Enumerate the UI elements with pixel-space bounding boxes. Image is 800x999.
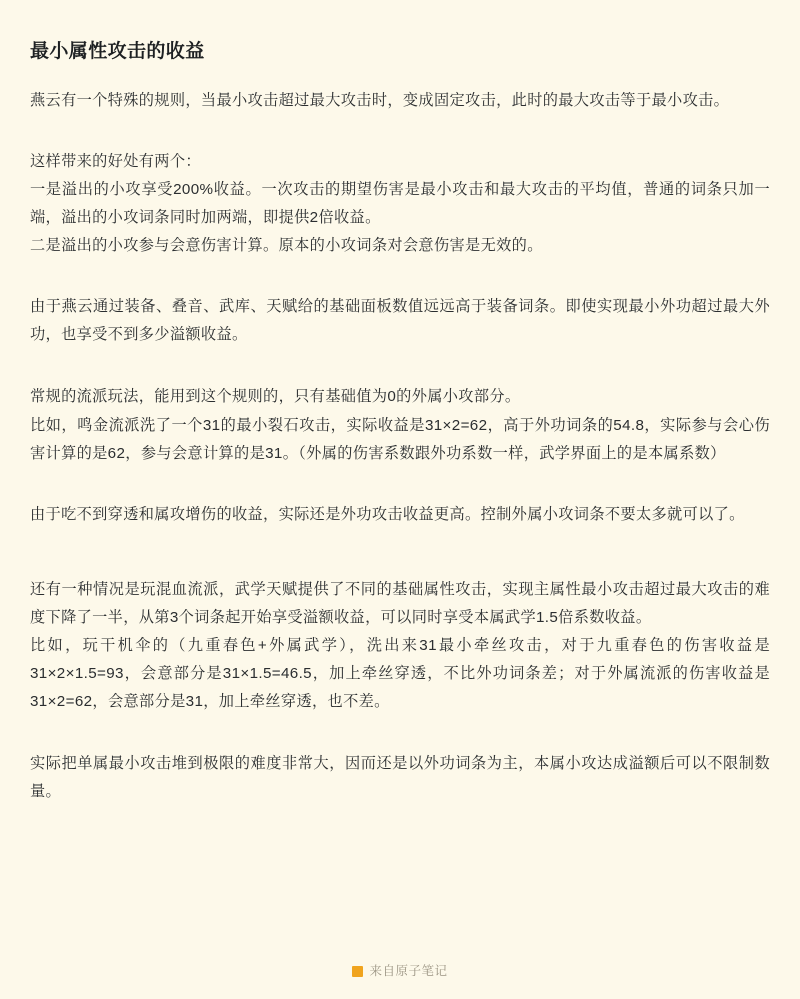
section-spacer (30, 279, 770, 293)
footer-attribution (30, 947, 770, 999)
section-spacer (30, 562, 770, 576)
section-spacer (30, 134, 770, 148)
paragraph-penetration-note: 由于吃不到穿透和属攻增伤的收益，实际还是外功攻击收益更高。控制外属小攻词条不要太多就可以了。 (30, 505, 745, 523)
paragraph-benefit-one: 一是溢出的小攻享受200%收益。一次攻击的期望伤害是最小攻击和最大攻击的平均值，普通的词条只加一端，溢出的小攻词条同时加两端，即提供2倍收益。 (30, 180, 770, 226)
book-mark-icon (352, 966, 363, 977)
section-spacer (30, 736, 770, 750)
paragraph-intro: 燕云有一个特殊的规则，当最小攻击超过最大攻击时，变成固定攻击，此时的最大攻击等于最小攻击。 (30, 91, 730, 109)
footer-source-label: 来自原子笔记 (369, 963, 448, 978)
paragraph-hybrid-build: 还有一种情况是玩混血流派，武学天赋提供了不同的基础属性攻击，实现主属性最小攻击超过最大攻击的难度下降了一半，从第3个词条起开始享受溢额收益，可以同时享受本属武学1.5倍系数收益。 (30, 580, 770, 626)
section-spacer (30, 548, 770, 562)
paragraph-example-ganjisan: 比如，玩干机伞的（九重春色+外属武学），洗出来31最小牵丝攻击，对于九重春色的伤害收益是31×2×1.5=93，会意部分是31×1.5=46.5，加上牵丝穿透，不比外功词条差；对于外属流派的伤害收益是31×2=62，会意部分是31，加上牵丝穿透，也不差。 (30, 637, 770, 711)
paragraph-benefits-lead: 这样带来的好处有两个： (30, 152, 201, 170)
page-title: 最小属性攻击的收益 (30, 41, 205, 62)
paragraph-example-mingjin: 比如，鸣金流派洗了一个31的最小裂石攻击，实际收益是31×2=62，高于外功词条的54.8，实际参与会心伤害计算的是62，参与会意计算的是31。（外属的伤害系数跟外功系数一样，武学界面上的是本属系数） (30, 416, 770, 462)
paragraph-standard-build: 常规的流派玩法，能用到这个规则的，只有基础值为0的外属小攻部分。 (30, 388, 521, 406)
section-spacer (30, 487, 770, 501)
document-content (30, 30, 770, 947)
paragraph-base-panel: 由于燕云通过装备、叠音、武库、天赋给的基础面板数值远远高于装备词条。即使实现最小外功超过最大外功，也享受不到多少溢额收益。 (30, 298, 770, 344)
paragraph-benefit-two: 二是溢出的小攻参与会意伤害计算。原本的小攻词条对会意伤害是无效的。 (30, 237, 543, 254)
paragraph-conclusion: 实际把单属最小攻击堆到极限的难度非常大，因而还是以外功词条为主，本属小攻达成溢额后可以不限制数量。 (30, 754, 770, 800)
